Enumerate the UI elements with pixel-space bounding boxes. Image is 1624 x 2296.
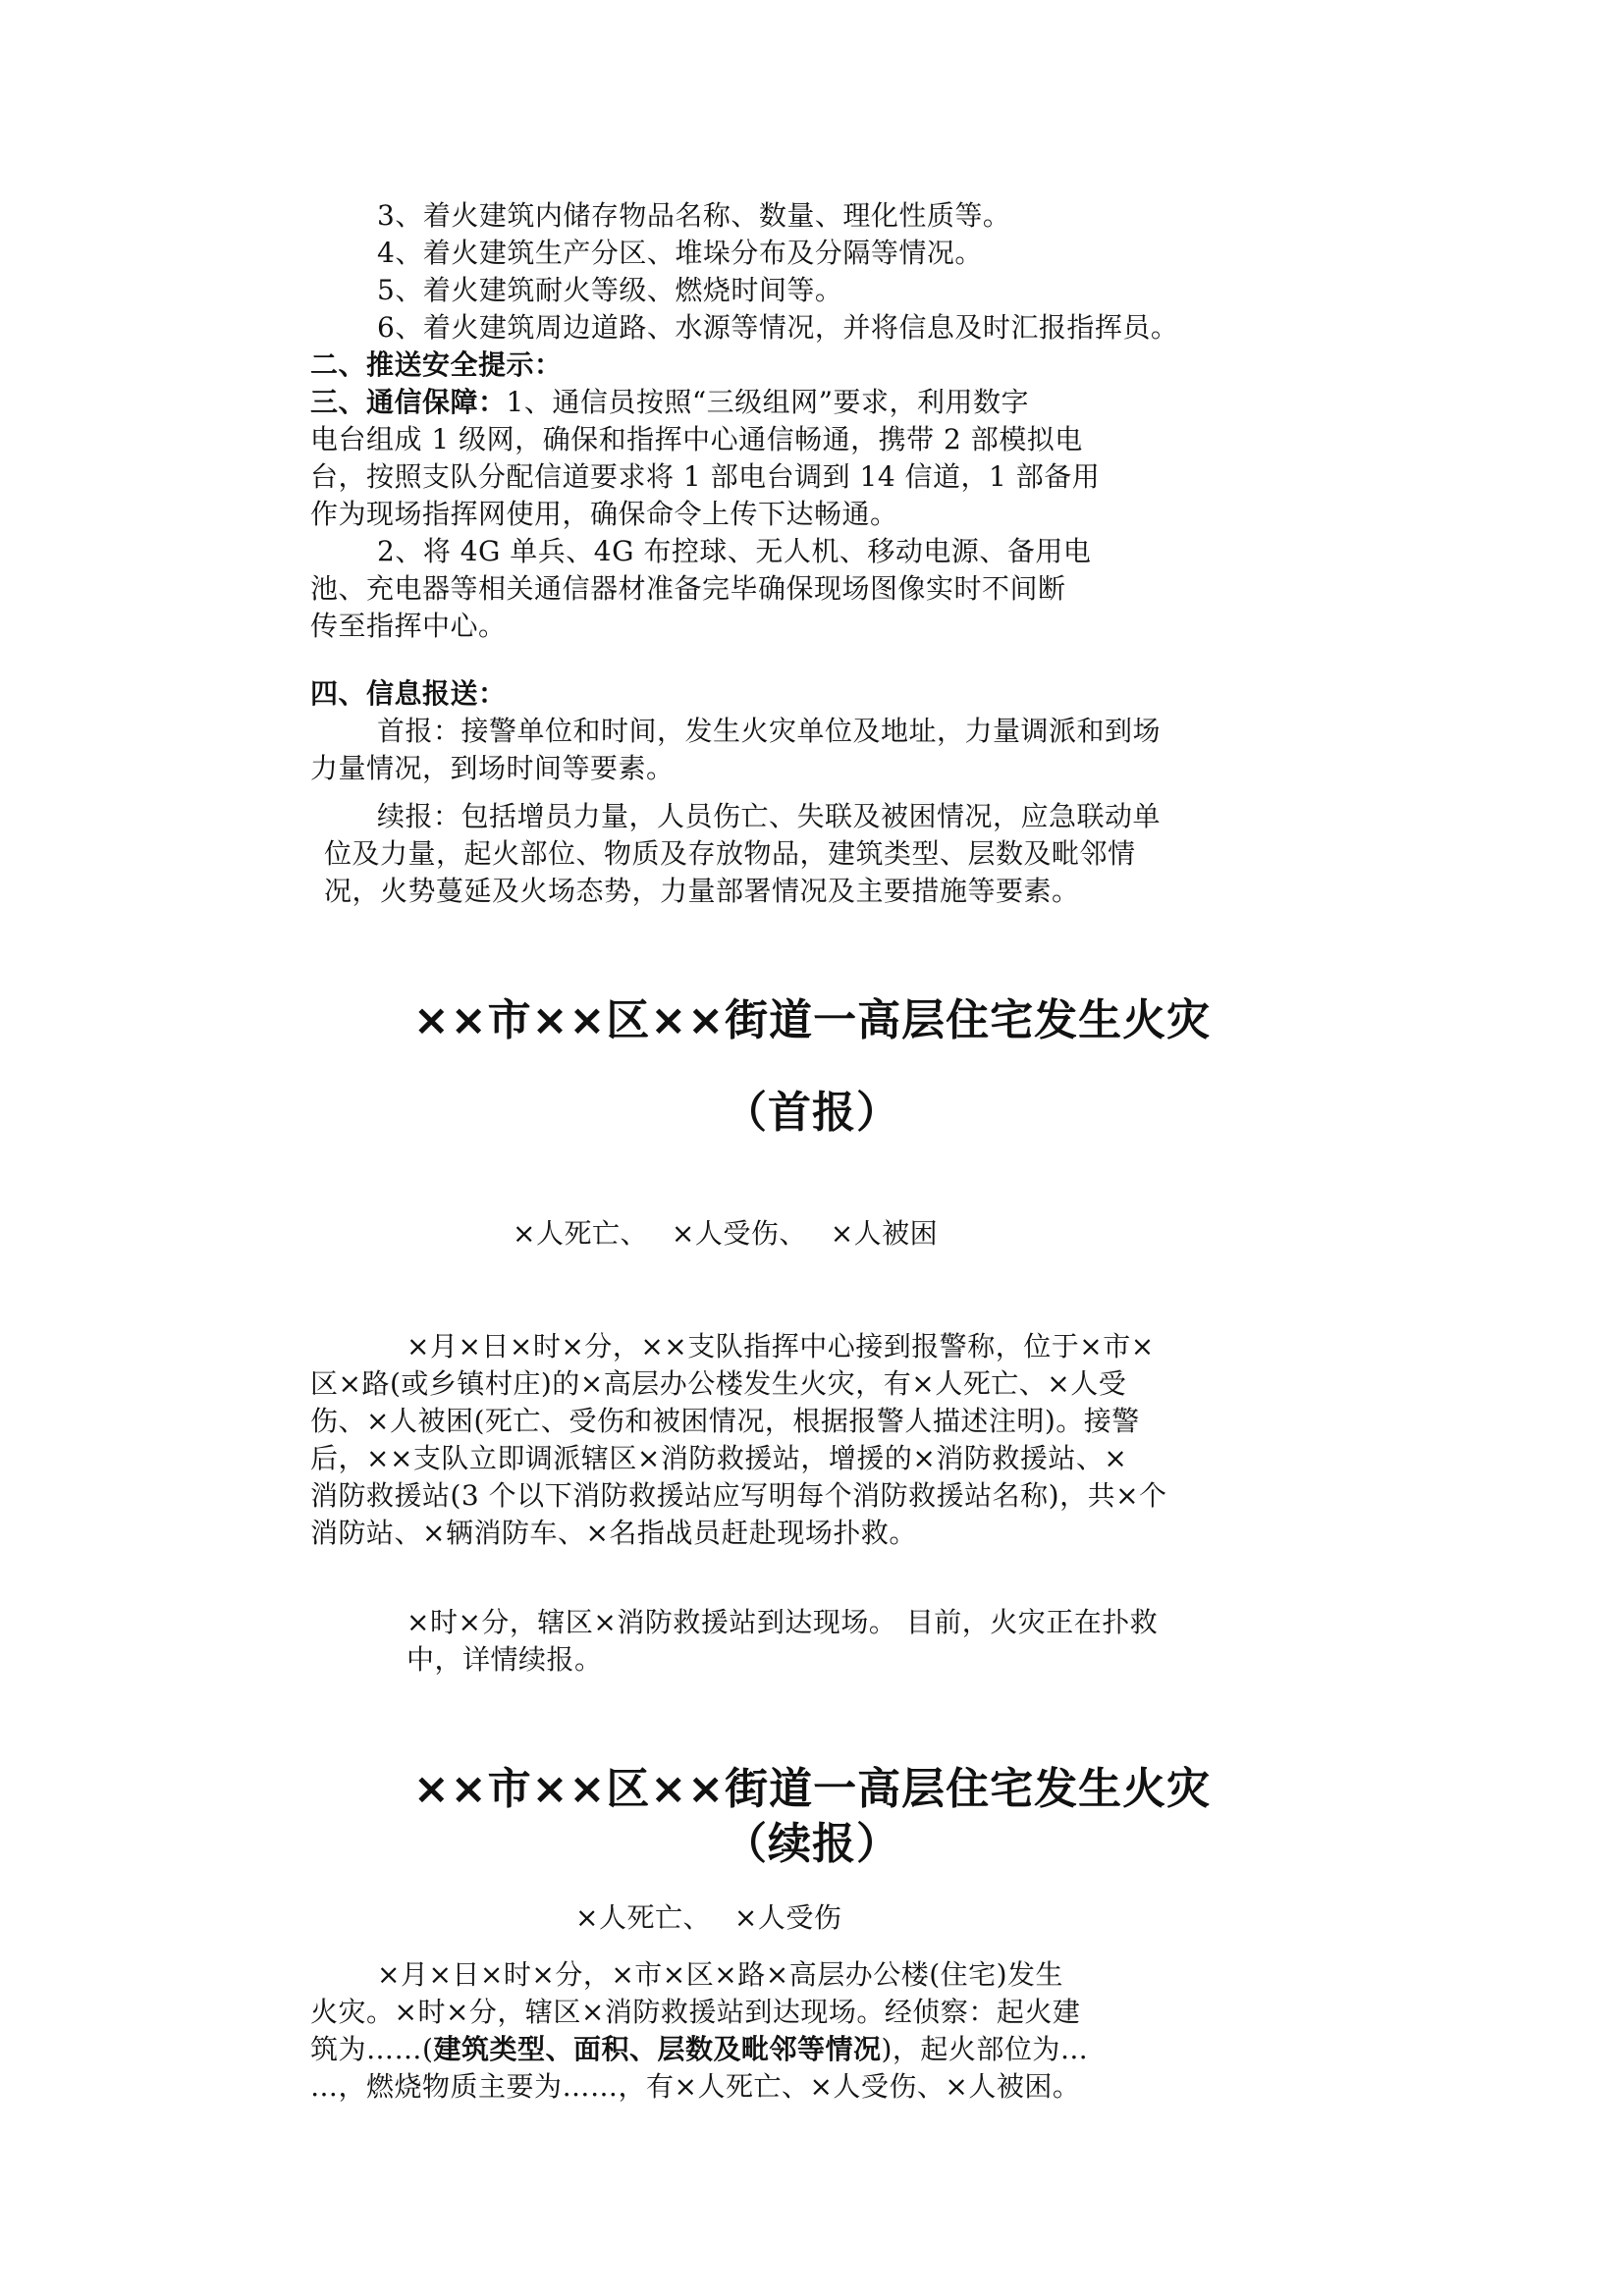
- paragraph-line: 位及力量，起火部位、物质及存放物品，建筑类型、层数及毗邻情: [324, 837, 1136, 870]
- report-subtitle-first: （首报）: [724, 1088, 900, 1138]
- section-heading-info-reporting: 四、信息报送：: [310, 677, 507, 710]
- list-item: 6、着火建筑周边道路、水源等情况，并将信息及时汇报指挥员。: [377, 311, 1179, 344]
- paragraph-line: 力量情况，到场时间等要素。: [310, 752, 675, 784]
- paragraph-line: 台，按照支队分配信道要求将 1 部电台调到 14 信道，1 部备用: [310, 460, 1101, 493]
- paragraph-line: [310, 2033, 1088, 2066]
- section-heading-communication: 三、通信保障：: [310, 386, 507, 418]
- report-title-followup: ××市××区××街道一高层住宅发生火灾: [412, 1764, 1212, 1814]
- paragraph-line: 消防救援站(3 个以下消防救援站应写明每个消防救援站名称)，共×个: [310, 1479, 1167, 1512]
- text-fragment: 1、通信员按照“三级组网”要求，利用数字: [506, 386, 1029, 418]
- paragraph-line: 2、将 4G 单兵、4G 布控球、无人机、移动电源、备用电: [377, 535, 1092, 567]
- casualty-summary: ×人死亡、 ×人受伤: [575, 1901, 842, 1934]
- report-subtitle-followup: （续报）: [724, 1819, 900, 1869]
- paragraph-line: 传至指挥中心。: [310, 610, 507, 642]
- paragraph-line: ×月×日×时×分，×市×区×路×高层办公楼(住宅)发生: [377, 1958, 1064, 1991]
- paragraph-line: 中，详情续报。: [406, 1643, 603, 1676]
- text-fragment: 筑为……(: [310, 2033, 434, 2065]
- paragraph-line: 作为现场指挥网使用，确保命令上传下达畅通。: [310, 498, 898, 530]
- paragraph-line: 况，火势蔓延及火场态势，力量部署情况及主要措施等要素。: [324, 875, 1080, 907]
- paragraph-line: [310, 386, 1029, 419]
- paragraph-line: 后，××支队立即调派辖区×消防救援站，增援的×消防救援站、×: [310, 1442, 1128, 1474]
- list-item: 5、着火建筑耐火等级、燃烧时间等。: [377, 274, 843, 306]
- paragraph-line: 续报：包括增员力量，人员伤亡、失联及被困情况，应急联动单: [377, 800, 1162, 832]
- paragraph-line: 区×路(或乡镇村庄)的×高层办公楼发生火灾，有×人死亡、×人受: [310, 1367, 1127, 1400]
- emphasis-text: 建筑类型、面积、层数及毗邻等情况: [433, 2033, 882, 2065]
- section-heading-safety-tips: 二、推送安全提示：: [310, 348, 563, 381]
- paragraph-line: 首报：接警单位和时间，发生火灾单位及地址，力量调派和到场: [377, 715, 1162, 747]
- paragraph-line: 火灾。×时×分，辖区×消防救援站到达现场。经侦察：起火建: [310, 1996, 1081, 2028]
- casualty-summary: ×人死亡、 ×人受伤、 ×人被困: [513, 1217, 939, 1250]
- paragraph-line: 电台组成 1 级网，确保和指挥中心通信畅通，携带 2 部模拟电: [310, 423, 1083, 455]
- text-fragment: )，起火部位为…: [881, 2033, 1089, 2065]
- list-item: 4、着火建筑生产分区、堆垛分布及分隔等情况。: [377, 237, 983, 269]
- paragraph-line: 消防站、×辆消防车、×名指战员赶赴现场扑救。: [310, 1517, 917, 1549]
- paragraph-line: ×时×分，辖区×消防救援站到达现场。 目前，火灾正在扑救: [406, 1606, 1159, 1638]
- paragraph-line: 池、充电器等相关通信器材准备完毕确保现场图像实时不间断: [310, 572, 1066, 605]
- list-item: 3、着火建筑内储存物品名称、数量、理化性质等。: [377, 199, 1011, 232]
- paragraph-line: …，燃烧物质主要为……，有×人死亡、×人受伤、×人被困。: [310, 2070, 1081, 2103]
- paragraph-line: ×月×日×时×分，××支队指挥中心接到报警称，位于×市×: [406, 1330, 1155, 1362]
- paragraph-line: 伤、×人被困(死亡、受伤和被困情况，根据报警人描述注明)。接警: [310, 1405, 1140, 1437]
- report-title-first: ××市××区××街道一高层住宅发生火灾: [412, 995, 1212, 1045]
